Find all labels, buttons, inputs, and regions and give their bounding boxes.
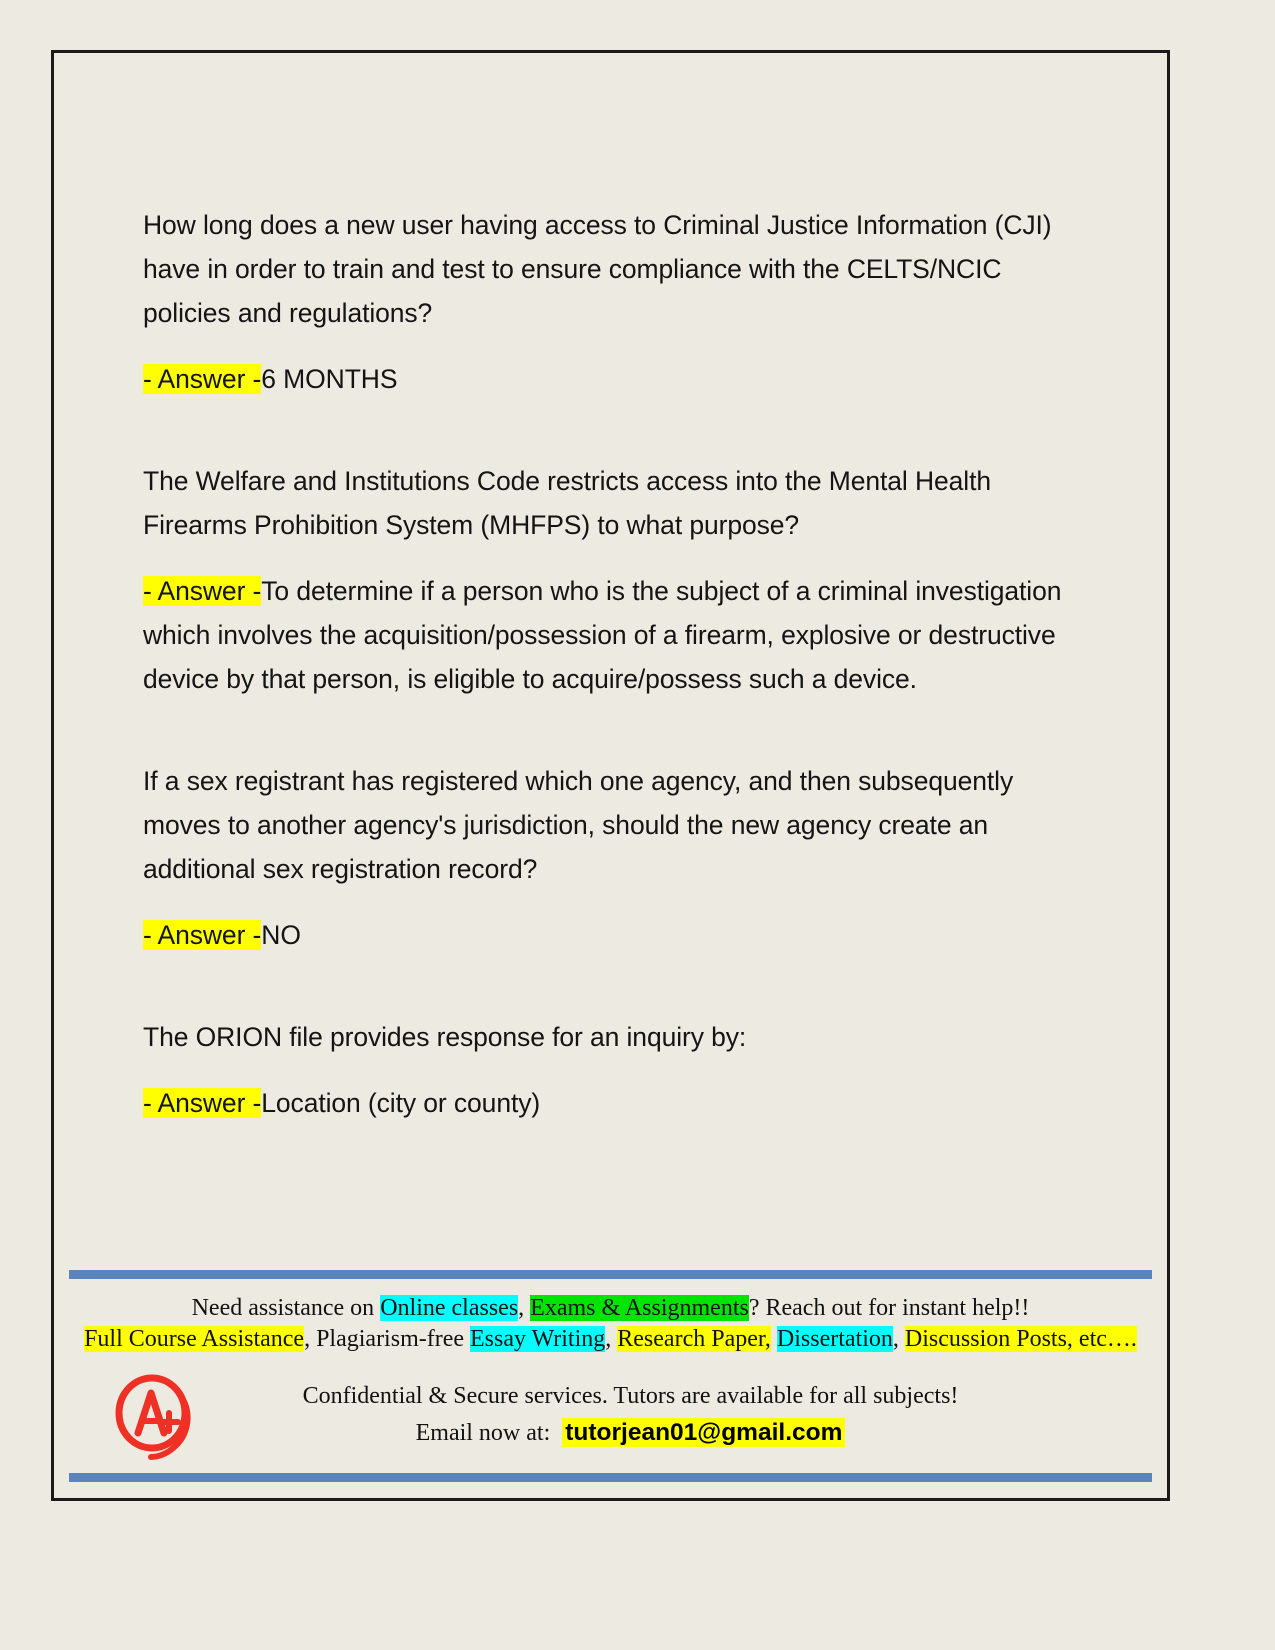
email-address[interactable]: tutorjean01@gmail.com [562,1418,845,1447]
document-page [51,50,1170,1501]
footer-divider-bottom [69,1473,1152,1482]
answer-value: 6 MONTHS [261,364,398,394]
answer-value: NO [261,920,301,950]
qa-block [143,1015,1073,1125]
qa-block [143,759,1073,957]
answer-label: - Answer - [143,920,262,950]
promo-1-part-b: , [518,1295,531,1321]
logo-wrap [79,1369,229,1461]
contact-text [229,1379,1152,1451]
contact-tagline: Confidential & Secure services. Tutors are available for all subjects! [302,1383,959,1409]
answer-value: Location (city or county) [261,1088,541,1118]
footer [69,1270,1152,1482]
contact-row [69,1369,1152,1461]
promo-online-classes: Online classes [380,1295,519,1321]
promo-exams-assignments: Exams & Assignments [530,1295,749,1321]
answer-label: - Answer - [143,576,262,606]
promo-full-course-assistance: Full Course Assistance [84,1326,305,1352]
question-text: The ORION file provides response for an inquiry by: [143,1022,747,1052]
answer-text [143,1081,1073,1125]
answer-label: - Answer - [143,1088,262,1118]
document-content [143,203,1073,1125]
promo-2-part-b: , [605,1326,618,1352]
question-text: If a sex registrant has registered which one agency, and then subsequently moves to another agency's jurisdiction, should the new agency create an additional sex registration record? [143,766,1014,884]
promo-2-part-c [771,1326,777,1352]
footer-divider-top [69,1270,1152,1279]
promo-dissertation: Dissertation [776,1326,893,1352]
promo-1-part-c: ? Reach out for instant help!! [748,1295,1030,1321]
promo-discussion-posts: Discussion Posts, etc…. [904,1326,1137,1352]
answer-text [143,569,1073,701]
promo-1-part-a: Need assistance on [191,1295,381,1321]
promo-2-part-a: , Plagiarism-free [304,1326,471,1352]
question-text: The Welfare and Institutions Code restricts access into the Mental Health Firearms Prohibition System (MHFPS) to what purpose? [143,466,991,540]
promo-research-paper: Research Paper, [617,1326,771,1352]
qa-block [143,459,1073,701]
answer-text [143,357,1073,401]
answer-value: To determine if a person who is the subject of a criminal investigation which involves the acquisition/possession of a firearm, explosive or destructive device by that person, is eligible to acquire/possess such a device. [143,576,1062,694]
contact-email-line [229,1415,1032,1451]
answer-text [143,913,1073,957]
qa-block [143,203,1073,401]
promo-line-2 [69,1324,1152,1355]
promo-2-part-d: , [892,1326,905,1352]
answer-label: - Answer - [143,364,262,394]
question-text: How long does a new user having access to Criminal Justice Information (CJI) have in order to train and test to ensure compliance with the CELTS/NCIC policies and regulations? [143,210,1052,328]
a-plus-grade-icon [110,1369,198,1461]
promo-line-1 [69,1293,1152,1324]
promo-essay-writing: Essay Writing [470,1326,606,1352]
email-label: Email now at: [415,1420,551,1446]
